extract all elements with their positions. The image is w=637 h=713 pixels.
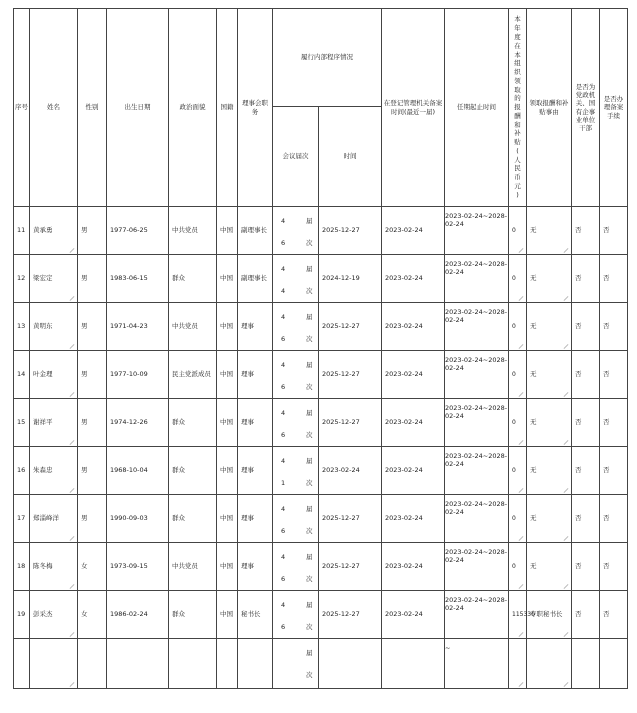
term-end: 2028-02-24 (445, 500, 508, 517)
cell-compensation: 0 (509, 207, 527, 255)
cell-filing-time: 2023-02-24 (382, 207, 445, 255)
cell-name: 谢祥平 (30, 399, 78, 447)
cell-nationality: 中国 (217, 207, 238, 255)
cell-corner-mark (519, 344, 524, 349)
cell-filing-done: 否 (600, 447, 628, 495)
header-political: 政治面貌 (169, 9, 217, 207)
cell-corner-mark (70, 536, 75, 541)
session-number: 4 (281, 505, 286, 513)
header-meeting-session: 会议届次 (273, 107, 319, 207)
cell-term (445, 543, 509, 591)
cell-filing-done: 否 (600, 543, 628, 591)
header-compensation-char: 贴 (514, 138, 521, 147)
cell-reason: 专职秘书长 (527, 591, 572, 639)
cell-filing-done: 否 (600, 591, 628, 639)
cell-time: 2023-02-24 (319, 447, 382, 495)
cell-corner-mark (519, 296, 524, 301)
cell-is-cadre: 否 (572, 543, 600, 591)
cell-seq: 16 (14, 447, 30, 495)
meeting-number: 6 (281, 431, 286, 439)
header-compensation-char: 年 (514, 24, 521, 33)
cell-reason (527, 639, 572, 689)
header-compensation-char: 人 (514, 155, 521, 164)
session-number: 4 (281, 217, 286, 225)
meeting-unit: 次 (306, 623, 313, 631)
meeting-number: 6 (281, 383, 286, 391)
cell-corner-mark (564, 682, 569, 687)
cell-term (445, 639, 509, 689)
cell-nationality: 中国 (217, 495, 238, 543)
cell-is-cadre: 否 (572, 591, 600, 639)
header-compensation (509, 9, 527, 207)
term-separator: ~ (482, 452, 489, 460)
cell-political: 群众 (169, 399, 217, 447)
cell-corner-mark (519, 440, 524, 445)
cell-seq: 17 (14, 495, 30, 543)
cell-gender: 男 (78, 495, 107, 543)
cell-political: 群众 (169, 447, 217, 495)
header-nationality: 国籍 (217, 9, 238, 207)
meeting-unit: 次 (306, 239, 313, 247)
cell-filing-time: 2023-02-24 (382, 447, 445, 495)
cell-compensation: 0 (509, 255, 527, 303)
cell-compensation: 0 (509, 303, 527, 351)
cell-corner-mark (70, 440, 75, 445)
cell-seq: 12 (14, 255, 30, 303)
cell-filing-time: 2023-02-24 (382, 255, 445, 303)
cell-nationality: 中国 (217, 543, 238, 591)
cell-corner-mark (70, 392, 75, 397)
header-compensation-char: 民 (514, 164, 521, 173)
header-compensation-char: 本 (514, 50, 521, 59)
cell-time (319, 639, 382, 689)
cell-name: 郑淄峰洋 (30, 495, 78, 543)
header-is-cadre: 是否为党政机关、国有企事业单位干部 (572, 9, 600, 207)
cell-name: 黄明东 (30, 303, 78, 351)
cell-reason: 无 (527, 303, 572, 351)
cell-gender: 男 (78, 399, 107, 447)
meeting-number: 4 (281, 287, 286, 295)
cell-term (445, 255, 509, 303)
cell-meeting-session (273, 399, 319, 447)
header-gender: 性别 (78, 9, 107, 207)
cell-political (169, 639, 217, 689)
cell-seq: 14 (14, 351, 30, 399)
meeting-number: 6 (281, 335, 286, 343)
cell-corner-mark (70, 248, 75, 253)
header-compensation-char: 补 (514, 129, 521, 138)
meeting-unit: 次 (306, 575, 313, 583)
cell-corner-mark (564, 296, 569, 301)
meeting-unit: 次 (306, 335, 313, 343)
cell-gender: 男 (78, 303, 107, 351)
cell-political: 中共党员 (169, 303, 217, 351)
cell-term (445, 303, 509, 351)
cell-gender (78, 639, 107, 689)
session-unit: 届 (306, 553, 313, 561)
cell-filing-done: 否 (600, 495, 628, 543)
header-compensation-char: 和 (514, 120, 521, 129)
term-end: 2028-02-24 (445, 260, 508, 277)
term-start: 2023-02-24 (445, 212, 483, 220)
cell-seq: 11 (14, 207, 30, 255)
cell-filing-done: 否 (600, 399, 628, 447)
cell-seq: 15 (14, 399, 30, 447)
cell-name: 朱森忠 (30, 447, 78, 495)
term-separator: ~ (482, 212, 489, 220)
term-start: 2023-02-24 (445, 356, 483, 364)
cell-reason: 无 (527, 351, 572, 399)
cell-gender: 男 (78, 447, 107, 495)
meeting-unit: 次 (306, 527, 313, 535)
cell-corner-mark (70, 488, 75, 493)
header-reason: 领取报酬和补贴事由 (527, 9, 572, 207)
cell-birth: 1983-06-15 (107, 255, 169, 303)
term-end: 2028-02-24 (445, 548, 508, 565)
cell-corner-mark (564, 392, 569, 397)
cell-reason: 无 (527, 543, 572, 591)
term-end: 2028-02-24 (445, 596, 508, 613)
cell-meeting-session (273, 447, 319, 495)
header-procedure-group: 履行内部程序情况 (273, 9, 382, 107)
meeting-number: 6 (281, 623, 286, 631)
cell-nationality: 中国 (217, 303, 238, 351)
cell-seq: 13 (14, 303, 30, 351)
cell-is-cadre: 否 (572, 495, 600, 543)
cell-position: 理事 (238, 447, 273, 495)
meeting-number: 1 (281, 479, 286, 487)
cell-name: 叶金理 (30, 351, 78, 399)
cell-political: 群众 (169, 495, 217, 543)
term-end: 2028-02-24 (445, 308, 508, 325)
cell-nationality (217, 639, 238, 689)
session-unit: 届 (306, 601, 313, 609)
cell-term (445, 399, 509, 447)
cell-political: 群众 (169, 255, 217, 303)
session-number: 4 (281, 553, 286, 561)
session-number: 4 (281, 265, 286, 273)
cell-corner-mark (70, 584, 75, 589)
cell-name: 陈冬梅 (30, 543, 78, 591)
cell-position: 副理事长 (238, 207, 273, 255)
cell-compensation: 0 (509, 447, 527, 495)
session-unit: 届 (306, 409, 313, 417)
cell-birth: 1973-09-15 (107, 543, 169, 591)
cell-filing-time: 2023-02-24 (382, 399, 445, 447)
cell-position: 理事 (238, 495, 273, 543)
session-unit: 届 (306, 313, 313, 321)
cell-filing-time (382, 639, 445, 689)
cell-position: 理事 (238, 303, 273, 351)
cell-corner-mark (519, 392, 524, 397)
cell-name: 黄承勇 (30, 207, 78, 255)
header-compensation-char: 组 (514, 59, 521, 68)
cell-corner-mark (564, 584, 569, 589)
cell-filing-done: 否 (600, 303, 628, 351)
meeting-number: 6 (281, 239, 286, 247)
cell-political: 民主党派成员 (169, 351, 217, 399)
header-seq: 序号 (14, 9, 30, 207)
cell-meeting-session (273, 207, 319, 255)
term-start: 2023-02-24 (445, 308, 483, 316)
cell-political: 群众 (169, 591, 217, 639)
cell-filing-time: 2023-02-24 (382, 351, 445, 399)
cell-position: 理事 (238, 351, 273, 399)
cell-seq: 19 (14, 591, 30, 639)
cell-nationality: 中国 (217, 255, 238, 303)
cell-term (445, 207, 509, 255)
session-number: 4 (281, 601, 286, 609)
meeting-unit: 次 (306, 287, 313, 295)
cell-corner-mark (564, 248, 569, 253)
cell-reason: 无 (527, 447, 572, 495)
session-number: 4 (281, 313, 286, 321)
cell-corner-mark (70, 344, 75, 349)
cell-position (238, 639, 273, 689)
directors-table (13, 8, 628, 689)
cell-corner-mark (70, 296, 75, 301)
cell-birth (107, 639, 169, 689)
cell-gender: 男 (78, 207, 107, 255)
cell-nationality: 中国 (217, 351, 238, 399)
term-separator: ~ (482, 548, 489, 556)
cell-corner-mark (519, 632, 524, 637)
term-start: 2023-02-24 (445, 404, 483, 412)
term-separator: ~ (445, 644, 451, 652)
session-unit: 届 (306, 361, 313, 369)
cell-name: 彭采杰 (30, 591, 78, 639)
header-position: 理事会职务 (238, 9, 273, 207)
session-unit: 届 (306, 265, 313, 273)
cell-reason: 无 (527, 255, 572, 303)
cell-position: 副理事长 (238, 255, 273, 303)
meeting-number: 6 (281, 575, 286, 583)
cell-position: 秘书长 (238, 591, 273, 639)
header-compensation-char: 币 (514, 173, 521, 182)
cell-time: 2025-12-27 (319, 351, 382, 399)
cell-reason: 无 (527, 399, 572, 447)
cell-gender: 男 (78, 351, 107, 399)
term-separator: ~ (482, 404, 489, 412)
cell-reason: 无 (527, 495, 572, 543)
header-compensation-char: 元 (514, 182, 521, 190)
session-number: 4 (281, 457, 286, 465)
term-start: 2023-02-24 (445, 596, 483, 604)
term-separator: ~ (482, 356, 489, 364)
term-end: 2028-02-24 (445, 212, 508, 229)
cell-political: 中共党员 (169, 207, 217, 255)
header-birth: 出生日期 (107, 9, 169, 207)
meeting-unit: 次 (306, 383, 313, 391)
cell-position: 理事 (238, 399, 273, 447)
cell-compensation: 0 (509, 399, 527, 447)
cell-birth: 1968-10-04 (107, 447, 169, 495)
meeting-number: 6 (281, 527, 286, 535)
cell-compensation: 0 (509, 351, 527, 399)
cell-time: 2025-12-27 (319, 207, 382, 255)
term-start: 2023-02-24 (445, 260, 483, 268)
session-unit: 届 (306, 505, 313, 513)
cell-time: 2025-12-27 (319, 495, 382, 543)
cell-is-cadre: 否 (572, 351, 600, 399)
header-name: 姓名 (30, 9, 78, 207)
cell-nationality: 中国 (217, 591, 238, 639)
header-compensation-char: 的 (514, 94, 521, 103)
cell-reason: 无 (527, 207, 572, 255)
cell-term (445, 495, 509, 543)
cell-time: 2025-12-27 (319, 543, 382, 591)
session-number: 4 (281, 361, 286, 369)
cell-meeting-session (273, 543, 319, 591)
session-unit: 届 (306, 457, 313, 465)
cell-birth: 1977-06-25 (107, 207, 169, 255)
cell-corner-mark (564, 344, 569, 349)
cell-meeting-session (273, 255, 319, 303)
cell-corner-mark (564, 440, 569, 445)
cell-corner-mark (564, 488, 569, 493)
cell-time: 2024-12-19 (319, 255, 382, 303)
session-unit: 届 (306, 649, 313, 657)
cell-filing-time: 2023-02-24 (382, 495, 445, 543)
header-compensation-char: 领 (514, 76, 521, 85)
cell-position: 理事 (238, 543, 273, 591)
cell-compensation (509, 639, 527, 689)
term-separator: ~ (482, 500, 489, 508)
cell-gender: 女 (78, 543, 107, 591)
session-unit: 届 (306, 217, 313, 225)
header-compensation-char: 报 (514, 103, 521, 112)
cell-meeting-session (273, 303, 319, 351)
cell-gender: 女 (78, 591, 107, 639)
header-term: 任期起止时间 (445, 9, 509, 207)
cell-corner-mark (519, 488, 524, 493)
term-separator: ~ (482, 308, 489, 316)
header-compensation-char: 取 (514, 85, 521, 94)
header-compensation-char: ( (516, 146, 519, 155)
header-compensation-char: ) (516, 190, 519, 199)
cell-filing-done (600, 639, 628, 689)
term-end: 2028-02-24 (445, 356, 508, 373)
term-start: 2023-02-24 (445, 452, 483, 460)
cell-birth: 1990-09-03 (107, 495, 169, 543)
cell-corner-mark (519, 536, 524, 541)
header-time: 时间 (319, 107, 382, 207)
term-end: 2028-02-24 (445, 452, 508, 469)
cell-term (445, 447, 509, 495)
cell-name (30, 639, 78, 689)
cell-compensation: 0 (509, 495, 527, 543)
term-start: 2023-02-24 (445, 548, 483, 556)
cell-corner-mark (519, 682, 524, 687)
cell-meeting-session (273, 639, 319, 689)
cell-nationality: 中国 (217, 399, 238, 447)
cell-filing-time: 2023-02-24 (382, 591, 445, 639)
cell-seq: 18 (14, 543, 30, 591)
meeting-unit: 次 (306, 431, 313, 439)
cell-filing-time: 2023-02-24 (382, 303, 445, 351)
cell-filing-done: 否 (600, 207, 628, 255)
header-compensation-char: 度 (514, 32, 521, 41)
cell-compensation: 0 (509, 543, 527, 591)
cell-birth: 1971-04-23 (107, 303, 169, 351)
header-filing-time: 在登记管理机关备案时间(最近一届) (382, 9, 445, 207)
header-compensation-char: 在 (514, 41, 521, 50)
cell-corner-mark (70, 682, 75, 687)
meeting-unit: 次 (306, 479, 313, 487)
header-compensation-char: 酬 (514, 111, 521, 120)
session-number: 4 (281, 409, 286, 417)
cell-term (445, 351, 509, 399)
cell-corner-mark (564, 632, 569, 637)
term-end: 2028-02-24 (445, 404, 508, 421)
cell-political: 中共党员 (169, 543, 217, 591)
cell-meeting-session (273, 351, 319, 399)
cell-filing-done: 否 (600, 255, 628, 303)
cell-is-cadre (572, 639, 600, 689)
cell-compensation: 115330 (509, 591, 527, 639)
cell-time: 2025-12-27 (319, 303, 382, 351)
cell-filing-time: 2023-02-24 (382, 543, 445, 591)
cell-is-cadre: 否 (572, 207, 600, 255)
cell-birth: 1977-10-09 (107, 351, 169, 399)
cell-filing-done: 否 (600, 351, 628, 399)
cell-corner-mark (70, 632, 75, 637)
cell-birth: 1986-02-24 (107, 591, 169, 639)
cell-is-cadre: 否 (572, 303, 600, 351)
cell-nationality: 中国 (217, 447, 238, 495)
cell-corner-mark (564, 536, 569, 541)
term-separator: ~ (482, 260, 489, 268)
cell-seq (14, 639, 30, 689)
meeting-unit: 次 (306, 671, 313, 679)
cell-time: 2025-12-27 (319, 399, 382, 447)
term-separator: ~ (482, 596, 489, 604)
header-compensation-char: 本 (514, 15, 521, 24)
cell-corner-mark (519, 584, 524, 589)
cell-is-cadre: 否 (572, 255, 600, 303)
cell-time: 2025-12-27 (319, 591, 382, 639)
cell-gender: 男 (78, 255, 107, 303)
cell-term (445, 591, 509, 639)
term-start: 2023-02-24 (445, 500, 483, 508)
header-compensation-char: 织 (514, 68, 521, 77)
header-filing-done: 是否办理备案手续 (600, 9, 628, 207)
cell-corner-mark (519, 248, 524, 253)
cell-name: 梁宏定 (30, 255, 78, 303)
cell-meeting-session (273, 591, 319, 639)
cell-meeting-session (273, 495, 319, 543)
cell-is-cadre: 否 (572, 399, 600, 447)
cell-birth: 1974-12-26 (107, 399, 169, 447)
cell-is-cadre: 否 (572, 447, 600, 495)
